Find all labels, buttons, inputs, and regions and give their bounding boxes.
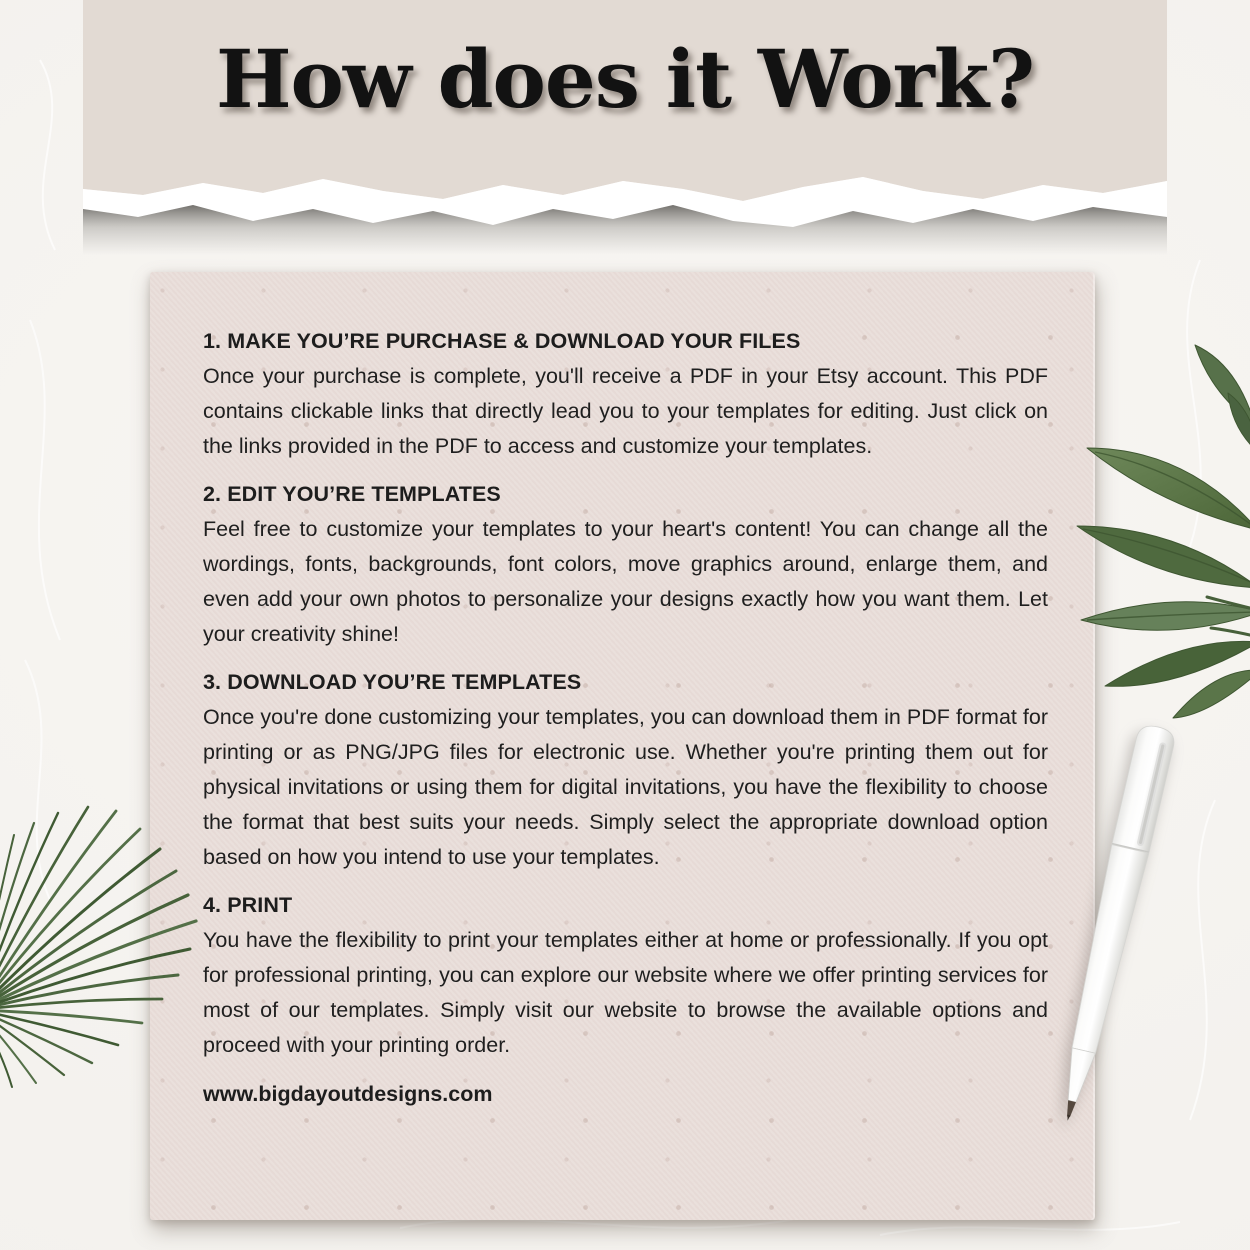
torn-paper-edge-icon <box>83 165 1167 255</box>
step-1-section <box>203 324 1048 464</box>
step-3-body: Once you're done customizing your templates, you can download them in PDF format for printing or as PNG/JPG files for electronic use. Whether you're printing them out for physical invitations or using them for digital invitations, you have the flexibility to choose the format that best suits your needs. Simply select the appropriate download option based on how you intend to use your templates. <box>203 705 1048 869</box>
step-2-section <box>203 477 1048 652</box>
leaf-branch-icon <box>1075 290 1250 720</box>
step-4-section <box>203 888 1048 1063</box>
step-2-body: Feel free to customize your templates to your heart's content! You can change all the wordings, fonts, backgrounds, font colors, move graphics around, enlarge them, and even add your own photos to personalize your designs exactly how you want them. Let your creativity shine! <box>203 517 1048 646</box>
website-url: www.bigdayoutdesigns.com <box>203 1082 493 1106</box>
palm-frond-icon <box>0 805 205 1100</box>
step-4-heading: 4. PRINT <box>203 893 293 917</box>
step-2-heading: 2. EDIT YOU’RE TEMPLATES <box>203 482 501 506</box>
pen-icon <box>1010 715 1230 1145</box>
step-4-body: You have the flexibility to print your templates either at home or professionally. If you opt for professional printing, you can explore our website where we offer printing services for most of our templates. Simply visit our website to browse the available options and proceed with your printing order. <box>203 928 1048 1057</box>
title-banner <box>83 0 1167 166</box>
page-title: How does it Work? <box>215 32 1035 126</box>
step-1-heading: 1. MAKE YOU’RE PURCHASE & DOWNLOAD YOUR FILES <box>203 329 801 353</box>
step-3-heading: 3. DOWNLOAD YOU’RE TEMPLATES <box>203 670 582 694</box>
step-3-section <box>203 665 1048 875</box>
instructions-card <box>150 272 1095 1220</box>
step-1-body: Once your purchase is complete, you'll receive a PDF in your Etsy account. This PDF contains clickable links that directly lead you to your templates for editing. Just click on the links provided in the PDF to access and customize your templates. <box>203 364 1048 458</box>
